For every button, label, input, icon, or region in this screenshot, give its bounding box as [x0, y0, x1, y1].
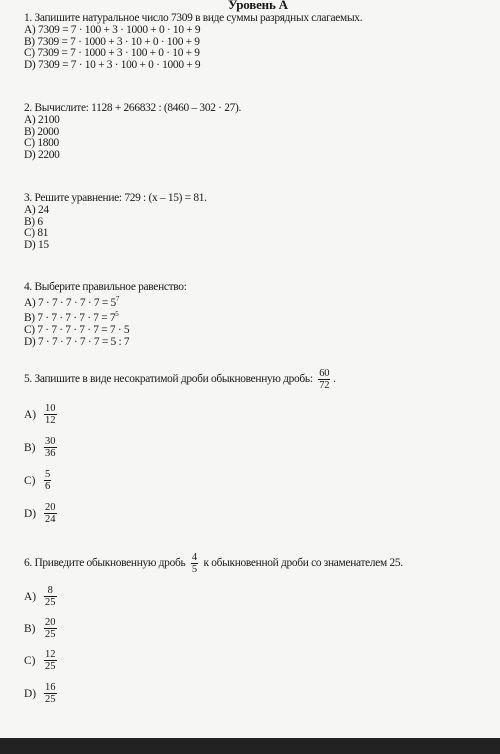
question-1-option-d: D) 7309 = 7 · 10 + 3 · 100 + 0 · 1000 + 9	[24, 59, 201, 72]
question-6-option-a: A) $\frac{8}{25}$	[24, 585, 56, 608]
question-2	[24, 103, 494, 162]
question-1-option-b: B) 7309 = 7 · 1000 + 3 · 10 + 0 · 100 + 9	[24, 35, 200, 48]
question-4-option-a: A) $7 \cdot 7 \cdot 7 \cdot 7 \cdot 7 = 5^7$	[24, 294, 120, 309]
question-5-option-c: C) $\frac{5}{6}$	[24, 469, 51, 492]
question-4-option-c: C) 7 · 7 · 7 · 7 · 7 = 7 · 5	[24, 323, 130, 336]
question-5-option-d: D) $\frac{20}{24}$	[24, 502, 56, 525]
fraction: $\frac{10}{12}$	[45, 403, 56, 426]
question-4	[24, 282, 494, 349]
question-3-option-a: A) 24	[24, 203, 49, 216]
question-4-option-b: B) $7 \cdot 7 \cdot 7 \cdot 7 \cdot 7 = 7^5$	[24, 310, 119, 325]
question-2-option-d: D) 2200	[24, 149, 60, 162]
question-6-option-d: D) $\frac{16}{25}$	[24, 682, 56, 705]
question-6-option-c: C) $\frac{12}{25}$	[24, 649, 56, 672]
question-5-option-a: A) $\frac{10}{12}$	[24, 403, 56, 426]
page-title: Уровень А	[228, 0, 288, 12]
fraction: $\frac{20}{25}$	[45, 617, 56, 640]
question-3	[24, 193, 494, 252]
question-5-option-b: B) $\frac{30}{36}$	[24, 436, 56, 459]
fraction: $\frac{12}{25}$	[45, 649, 56, 672]
question-1-text: 1. Запишите натуральное число 7309 в виде суммы разрядных слагаемых.	[24, 12, 363, 24]
question-3-option-d: D) 15	[24, 239, 49, 252]
question-1-option-a: A) 7309 = 7 · 100 + 3 · 1000 + 0 · 10 + 9	[24, 23, 201, 36]
question-4-text: 4. Выберите правильное равенство:	[24, 281, 187, 293]
question-1-option-c: C) 7309 = 7 · 1000 + 3 · 100 + 0 · 10 + 9	[24, 47, 200, 60]
question-3-text: 3. Решите уравнение: 729 : (x – 15) = 81.	[24, 192, 207, 204]
question-5-text: 5. Запишите в виде несократимой дроби обыкновенную дробь: $\frac{60}{72}$ .	[24, 368, 336, 391]
question-6-text: 6. Приведите обыкновенную дробь $\frac{4}{5}$ к обыкновенной дроби со знаменателем 25.	[24, 552, 403, 575]
question-6-option-b: B) $\frac{20}{25}$	[24, 617, 56, 640]
fraction: $\frac{16}{25}$	[45, 682, 56, 705]
fraction: $\frac{30}{36}$	[45, 436, 56, 459]
question-3-option-c: C) 81	[24, 227, 49, 240]
fraction: $\frac{4}{5}$	[191, 552, 197, 575]
question-2-text: 2. Вычислите: 1128 + 266832 : (8460 – 302 · 27).	[24, 102, 242, 114]
question-2-option-c: C) 1800	[24, 137, 59, 150]
fraction: $\frac{5}{6}$	[45, 469, 51, 492]
bottom-dark-strip	[0, 738, 500, 754]
fraction: $\frac{20}{24}$	[45, 502, 56, 525]
fraction: $\frac{60}{72}$	[319, 368, 330, 391]
question-1	[24, 13, 494, 72]
question-4-option-d: D) 7 · 7 · 7 · 7 · 7 = 5 : 7	[24, 335, 130, 348]
fraction: $\frac{8}{25}$	[45, 585, 56, 608]
question-2-option-a: A) 2100	[24, 113, 60, 126]
question-2-option-b: B) 2000	[24, 125, 59, 138]
question-3-option-b: B) 6	[24, 215, 43, 228]
